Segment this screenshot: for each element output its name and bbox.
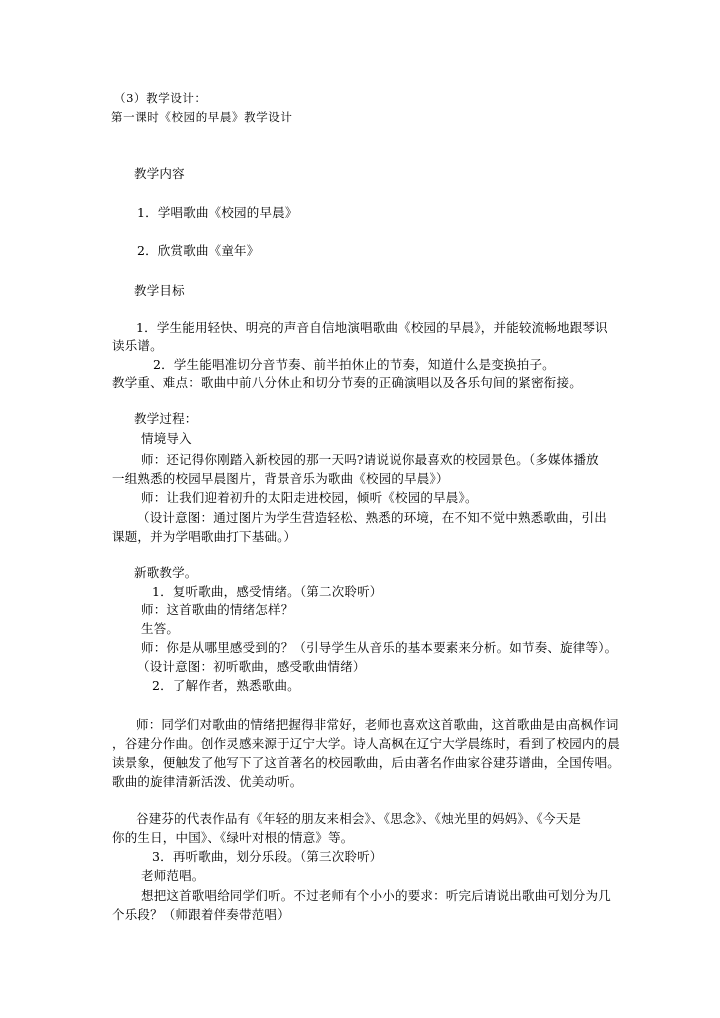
section-heading: （3）教学设计：: [114, 91, 207, 105]
goal-1-line-1: 1．学生能用轻快、明亮的声音自信地演唱歌曲《校园的早晨》，并能较流畅地跟琴识: [136, 320, 608, 335]
works-line-1: 谷建芬的代表作品有《年轻的朋友来相会》、《思念》、《烛光里的妈妈》、《今天是: [136, 811, 582, 826]
goal-2: 2．学生能唱准切分音节奏、前半拍休止的节奏，知道什么是变换拍子。: [153, 357, 555, 372]
heading-teaching-process: 教学过程：: [134, 411, 198, 426]
scene-intro: 情境导入: [141, 431, 192, 446]
teacher-question-1: 师：这首歌曲的情绪怎样？: [141, 602, 294, 617]
student-answer: 生答。: [141, 621, 180, 636]
teacher-demo: 老师范唱。: [141, 868, 205, 883]
author-para-line-4: 歌曲的旋律清新活泼、优美动听。: [112, 774, 303, 789]
design-intent-1-line-2: 课题，并为学唱歌曲打下基础。）: [112, 529, 297, 544]
step-1: 1．复听歌曲，感受情绪。（第二次聆听）: [152, 584, 383, 599]
goal-1-line-2: 读乐谱。: [112, 338, 163, 353]
demo-line-1: 想把这首歌唱给同学们听。不过老师有个小小的要求：听完后请说出歌曲可划分为几: [141, 888, 611, 903]
author-para-line-2: ，谷建分作曲。创作灵感来源于辽宁大学。诗人高枫在辽宁大学晨练时，看到了校园内的晨: [112, 736, 621, 751]
author-para-line-3: 读景象，便触发了他写下了这首著名的校园歌曲，后由著名作曲家谷建芬谱曲，全国传唱。: [112, 755, 621, 770]
design-intent-2: （设计意图：初听歌曲，感受歌曲情绪）: [137, 659, 366, 674]
step-2: 2．了解作者，熟悉歌曲。: [152, 678, 300, 693]
content-item-2: 2．欣赏歌曲《童年》: [137, 243, 260, 258]
design-intent-1-line-1: （设计意图：通过图片为学生营造轻松、熟悉的环境，在不知不觉中熟悉歌曲，引出: [137, 510, 607, 525]
intro-line-1: 师：还记得你刚踏入新校园的那一天吗?请说说你最喜欢的校园景色。（多媒体播放: [141, 452, 599, 467]
heading-teaching-content: 教学内容: [134, 166, 185, 181]
intro-line-3: 师：让我们迎着初升的太阳走进校园，倾听《校园的早晨》。: [141, 490, 478, 505]
heading-new-song: 新歌教学。: [134, 565, 198, 580]
demo-line-2: 个乐段？（师跟着伴奏带范唱）: [112, 907, 290, 922]
works-line-2: 你的生日，中国》、《绿叶对根的情意》等。: [112, 830, 354, 845]
teacher-question-2: 师：你是从哪里感受到的？（引导学生从音乐的基本要素来分析。如节奏、旋律等）。: [141, 640, 618, 655]
step-3: 3．再听歌曲，划分乐段。（第三次聆听）: [152, 849, 383, 864]
author-para-line-1: 师：同学们对歌曲的情绪把握得非常好，老师也喜欢这首歌曲，这首歌曲是由高枫作词: [136, 717, 619, 732]
heading-teaching-goals: 教学目标: [134, 283, 185, 298]
content-item-1: 1．学唱歌曲《校园的早晨》: [137, 205, 298, 220]
lesson-title: 第一课时《校园的早晨》教学设计: [111, 110, 293, 124]
intro-line-2: 一组熟悉的校园早晨图片，背景音乐为歌曲《校园的早晨》）: [112, 471, 449, 486]
key-points: 教学重、难点：歌曲中前八分休止和切分节奏的正确演唱以及各乐句间的紧密衔接。: [112, 375, 582, 390]
